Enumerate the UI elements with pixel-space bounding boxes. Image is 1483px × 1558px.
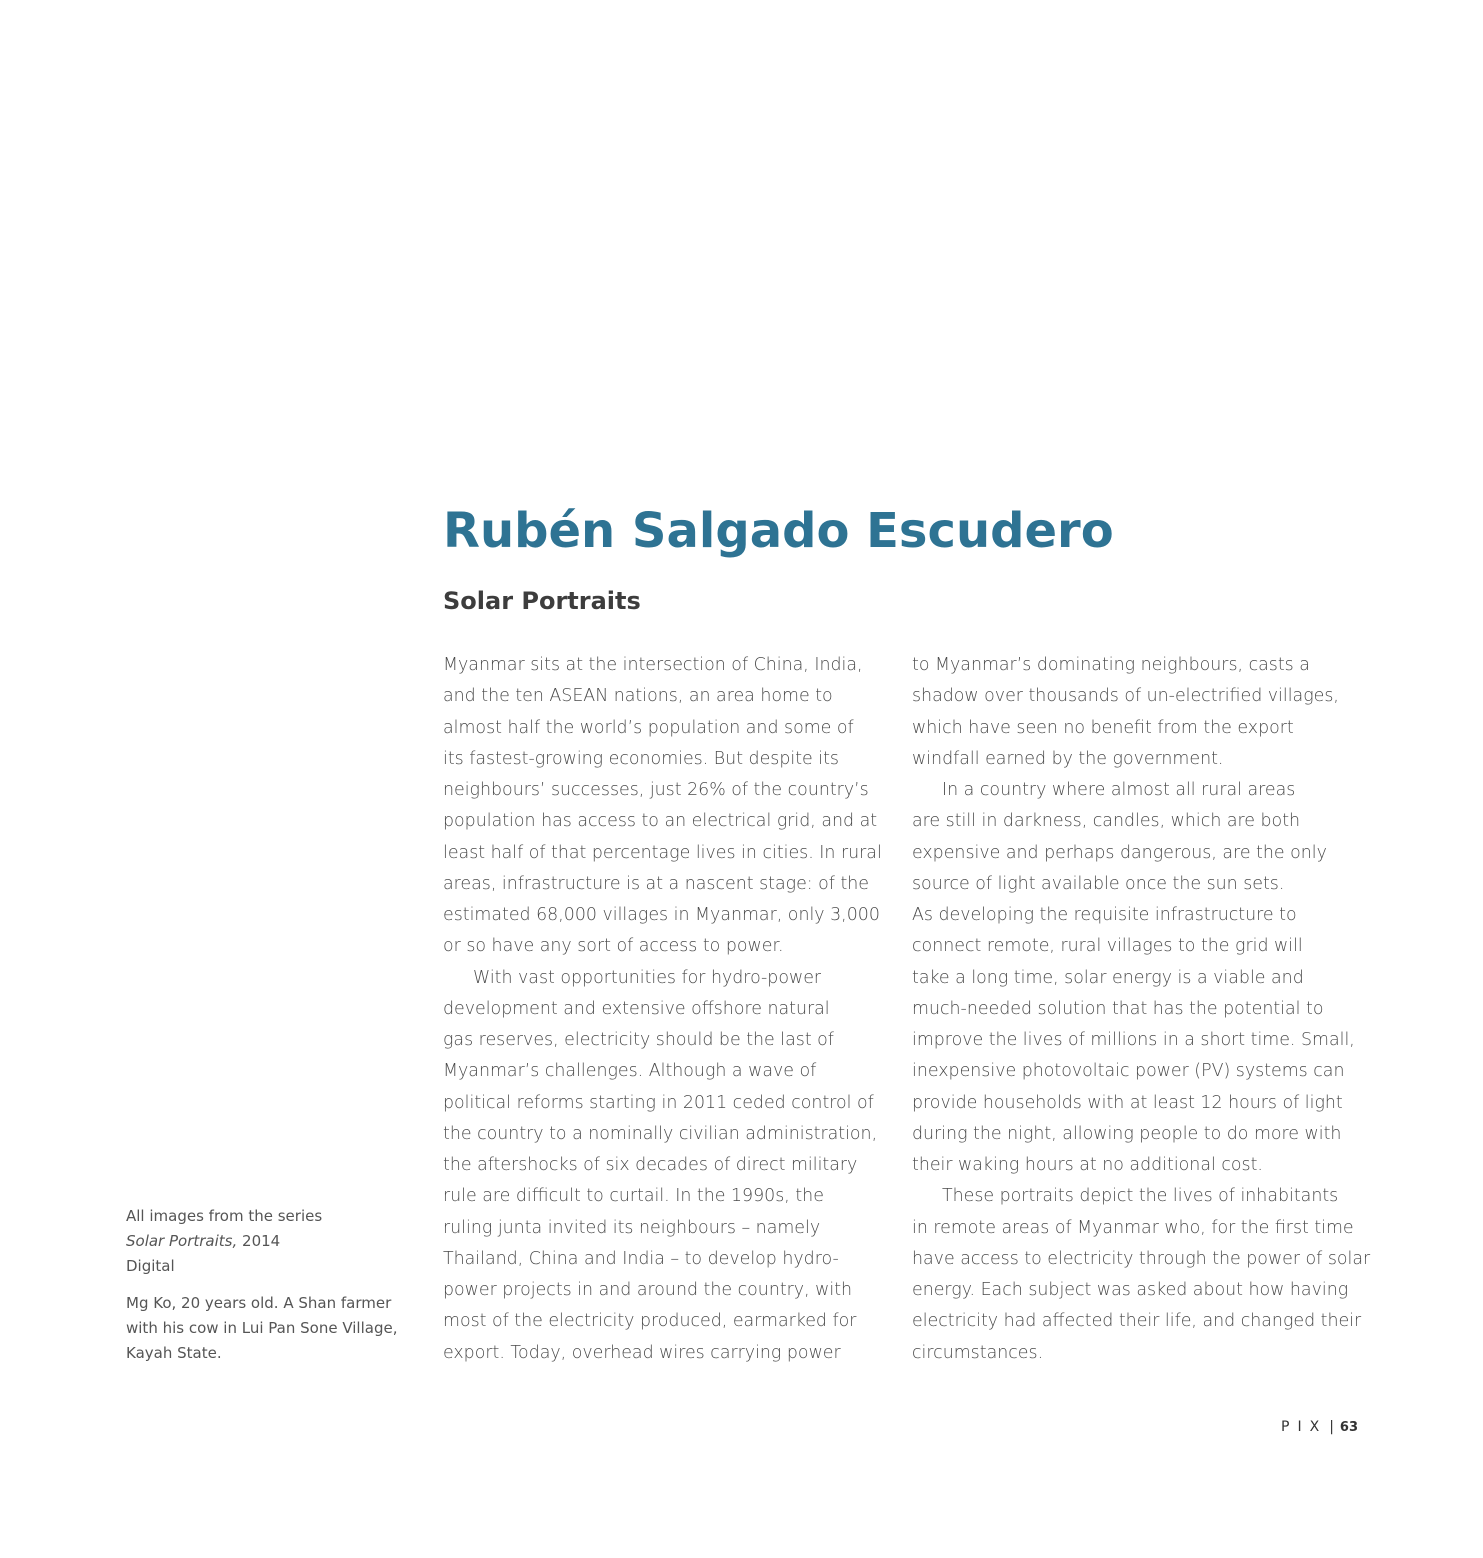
body-line: neighbours’ successes, just 26% of the country’s (443, 780, 869, 800)
caption-line: Mg Ko, 20 years old. A Shan farmer (126, 1294, 392, 1312)
body-line: improve the lives of millions in a short time. Small, (912, 1030, 1355, 1050)
caption-line: Kayah State. (126, 1344, 222, 1362)
page-number: 63 (1339, 1420, 1358, 1435)
body-line: in remote areas of Myanmar who, for the first time (912, 1217, 1354, 1238)
body-line: or so have any sort of access to power. (443, 936, 784, 957)
body-line: least half of that percentage lives in cities. In rural (443, 842, 882, 863)
body-line: during the night, allowing people to do more with (912, 1123, 1342, 1144)
body-line: Myanmar sits at the intersection of China, India, (443, 655, 863, 675)
body-line: most of the electricity produced, earmarked for (443, 1311, 857, 1332)
body-line: population has access to an electrical grid, and at (443, 811, 878, 832)
body-line: areas, infrastructure is at a nascent stage: of the (443, 873, 869, 894)
photo-caption (126, 1291, 416, 1366)
body-line: development and extensive offshore natural (443, 998, 830, 1019)
body-line: their waking hours at no additional cost. (912, 1155, 1263, 1175)
body-line: connect remote, rural villages to the grid will (912, 936, 1303, 957)
body-line: electricity had affected their life, and changed their (912, 1311, 1362, 1332)
body-line: windfall earned by the government. (912, 748, 1224, 769)
body-line: political reforms starting in 2011 ceded control of (443, 1092, 874, 1113)
body-line: Myanmar’s challenges. Although a wave of (443, 1061, 817, 1082)
page-title: Rubén Salgado Escudero (443, 503, 1114, 559)
body-line: circumstances. (912, 1342, 1044, 1363)
body-line: Thailand, China and India – to develop hydro- (443, 1248, 839, 1269)
series-title: Solar Portraits, (126, 1232, 238, 1250)
series-intro: All images from the series (126, 1207, 323, 1225)
body-line: provide households with at least 12 hours of light (912, 1092, 1343, 1113)
series-caption (126, 1204, 416, 1279)
body-line: estimated 68,000 villages in Myanmar, only 3,000 (443, 905, 880, 925)
body-line: its fastest-growing economies. But despite its (443, 748, 839, 769)
body-line: power projects in and around the country, with (443, 1280, 853, 1300)
body-line: the aftershocks of six decades of direct military (443, 1155, 858, 1175)
body-line: expensive and perhaps dangerous, are the only (912, 842, 1327, 863)
body-line: energy. Each subject was asked about how having (912, 1280, 1349, 1300)
body-column-left (443, 650, 893, 1369)
body-line: As developing the requisite infrastructure to (912, 905, 1297, 925)
series-medium: Digital (126, 1257, 175, 1275)
body-line: to Myanmar’s dominating neighbours, casts a (912, 655, 1310, 675)
footer-separator: | (1329, 1419, 1334, 1435)
body-line: have access to electricity through the power of solar (912, 1248, 1371, 1269)
body-line: rule are difficult to curtail. In the 1990s, the (443, 1186, 824, 1207)
body-line: inexpensive photovoltaic power (PV) systems can (912, 1061, 1345, 1082)
body-line: which have seen no benefit from the export (912, 717, 1294, 738)
body-line: ruling junta invited its neighbours – namely (443, 1217, 821, 1238)
body-line: In a country where almost all rural areas (942, 780, 1296, 800)
caption-line: with his cow in Lui Pan Sone Village, (126, 1319, 398, 1337)
body-line: source of light available once the sun sets. (912, 873, 1285, 894)
body-column-right (912, 650, 1371, 1369)
article-subtitle: Solar Portraits (443, 587, 641, 615)
body-line: are still in darkness, candles, which are both (912, 811, 1301, 832)
body-line: much-needed solution that has the potential to (912, 998, 1324, 1019)
body-line: almost half the world’s population and some of (443, 717, 854, 738)
body-line: the country to a nominally civilian administration, (443, 1123, 878, 1144)
body-line: These portraits depict the lives of inhabitants (942, 1186, 1339, 1207)
series-year: 2014 (237, 1232, 281, 1250)
body-line: gas reserves, electricity should be the last of (443, 1030, 834, 1050)
magazine-name: PIX (1281, 1419, 1328, 1435)
body-line: With vast opportunities for hydro-power (473, 967, 822, 988)
series-title-line (126, 1229, 416, 1254)
body-line: and the ten ASEAN nations, an area home to (443, 686, 833, 707)
body-line: export. Today, overhead wires carrying power (443, 1342, 841, 1363)
body-line: shadow over thousands of un-electrified villages, (912, 686, 1339, 707)
body-line: take a long time, solar energy is a viable and (912, 967, 1304, 988)
page-footer (1281, 1416, 1358, 1439)
